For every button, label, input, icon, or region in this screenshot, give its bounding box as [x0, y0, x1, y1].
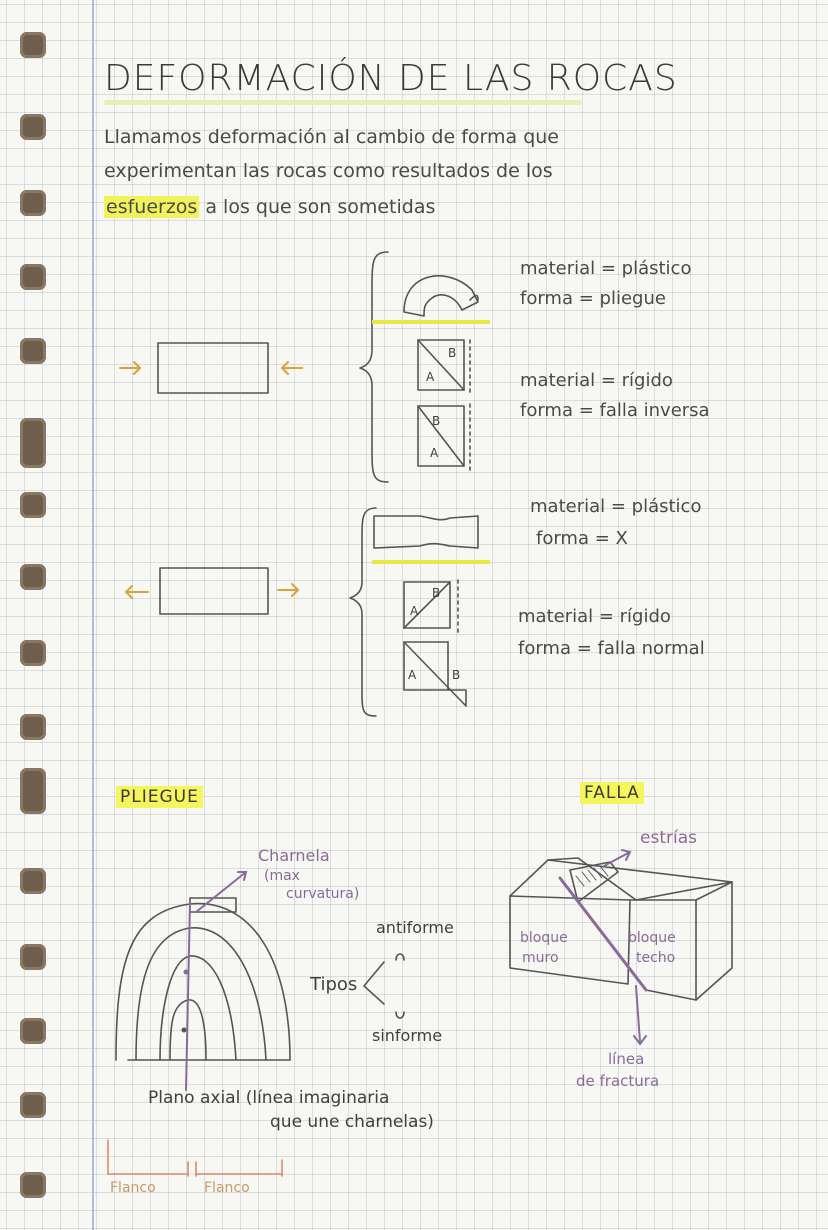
arrow-right-icon — [278, 584, 298, 596]
arrow-left-icon — [282, 362, 302, 374]
intro-line-3-rest: a los que son sometidas — [205, 196, 436, 218]
falla-heading: FALLA — [580, 782, 644, 804]
tension-rigid-material: material = rígido — [518, 606, 671, 627]
arrow-right-icon — [120, 362, 140, 374]
force-arrows — [120, 362, 302, 598]
compression-plastic-material: material = plástico — [520, 258, 692, 279]
block-letter-a: A — [408, 668, 417, 682]
esfuerzos-highlight: esfuerzos — [106, 196, 198, 218]
block-letter-b: B — [448, 346, 457, 360]
page-title: DEFORMACIÓN DE LAS ROCAS — [104, 58, 678, 99]
sinforme-label: sinforme — [372, 1026, 443, 1045]
brace-compression — [360, 252, 388, 482]
tension-plastic-forma: forma = X — [536, 528, 628, 549]
block-letter-b: B — [432, 586, 441, 600]
block-letter-b: B — [452, 668, 461, 682]
fold-shape — [404, 276, 478, 316]
intro-line-2: experimentan las rocas como resultados de los — [104, 160, 553, 182]
linea-fractura-label-1: línea — [608, 1050, 645, 1068]
compression-rigid-forma: forma = falla inversa — [520, 400, 710, 421]
compression-rigid-material: material = rígido — [520, 370, 673, 391]
estrias-label: estrías — [640, 828, 697, 848]
antiforme-label: antiforme — [376, 918, 454, 937]
brace-tension — [350, 508, 376, 716]
compression-block — [158, 343, 268, 393]
bloque-muro-label-2: muro — [522, 950, 559, 966]
bloque-muro-label-1: bloque — [520, 930, 568, 946]
tension-block — [160, 568, 268, 614]
block-letter-b: B — [432, 414, 441, 428]
charnela-label-2: (max — [264, 868, 300, 884]
charnela-label: Charnela — [258, 846, 330, 865]
intro-line-1: Llamamos deformación al cambio de forma que — [104, 126, 559, 148]
compression-plastic-forma: forma = pliegue — [520, 288, 666, 309]
charnela-label-3: curvatura) — [286, 886, 360, 902]
plano-axial-label-2: que une charnelas) — [270, 1112, 434, 1132]
purple-annotations — [186, 850, 646, 1090]
block-letter-a: A — [426, 370, 435, 384]
arrow-left-icon — [126, 586, 148, 598]
block-letter-a: A — [430, 446, 439, 460]
linea-fractura-label-2: de fractura — [576, 1072, 660, 1090]
bloque-techo-label-1: bloque — [628, 930, 676, 946]
flanco-right-label: Flanco — [204, 1180, 250, 1196]
bloque-techo-label-2: techo — [636, 950, 676, 966]
tension-plastic-material: material = plástico — [530, 496, 702, 517]
tension-rigid-forma: forma = falla normal — [518, 638, 705, 659]
necking-shape — [374, 516, 478, 548]
tipos-label: Tipos — [310, 974, 358, 995]
block-letter-a: A — [410, 604, 419, 618]
flanco-left-label: Flanco — [110, 1180, 156, 1196]
plano-axial-label-1: Plano axial (línea imaginaria — [148, 1088, 390, 1108]
pliegue-heading: PLIEGUE — [116, 786, 203, 808]
